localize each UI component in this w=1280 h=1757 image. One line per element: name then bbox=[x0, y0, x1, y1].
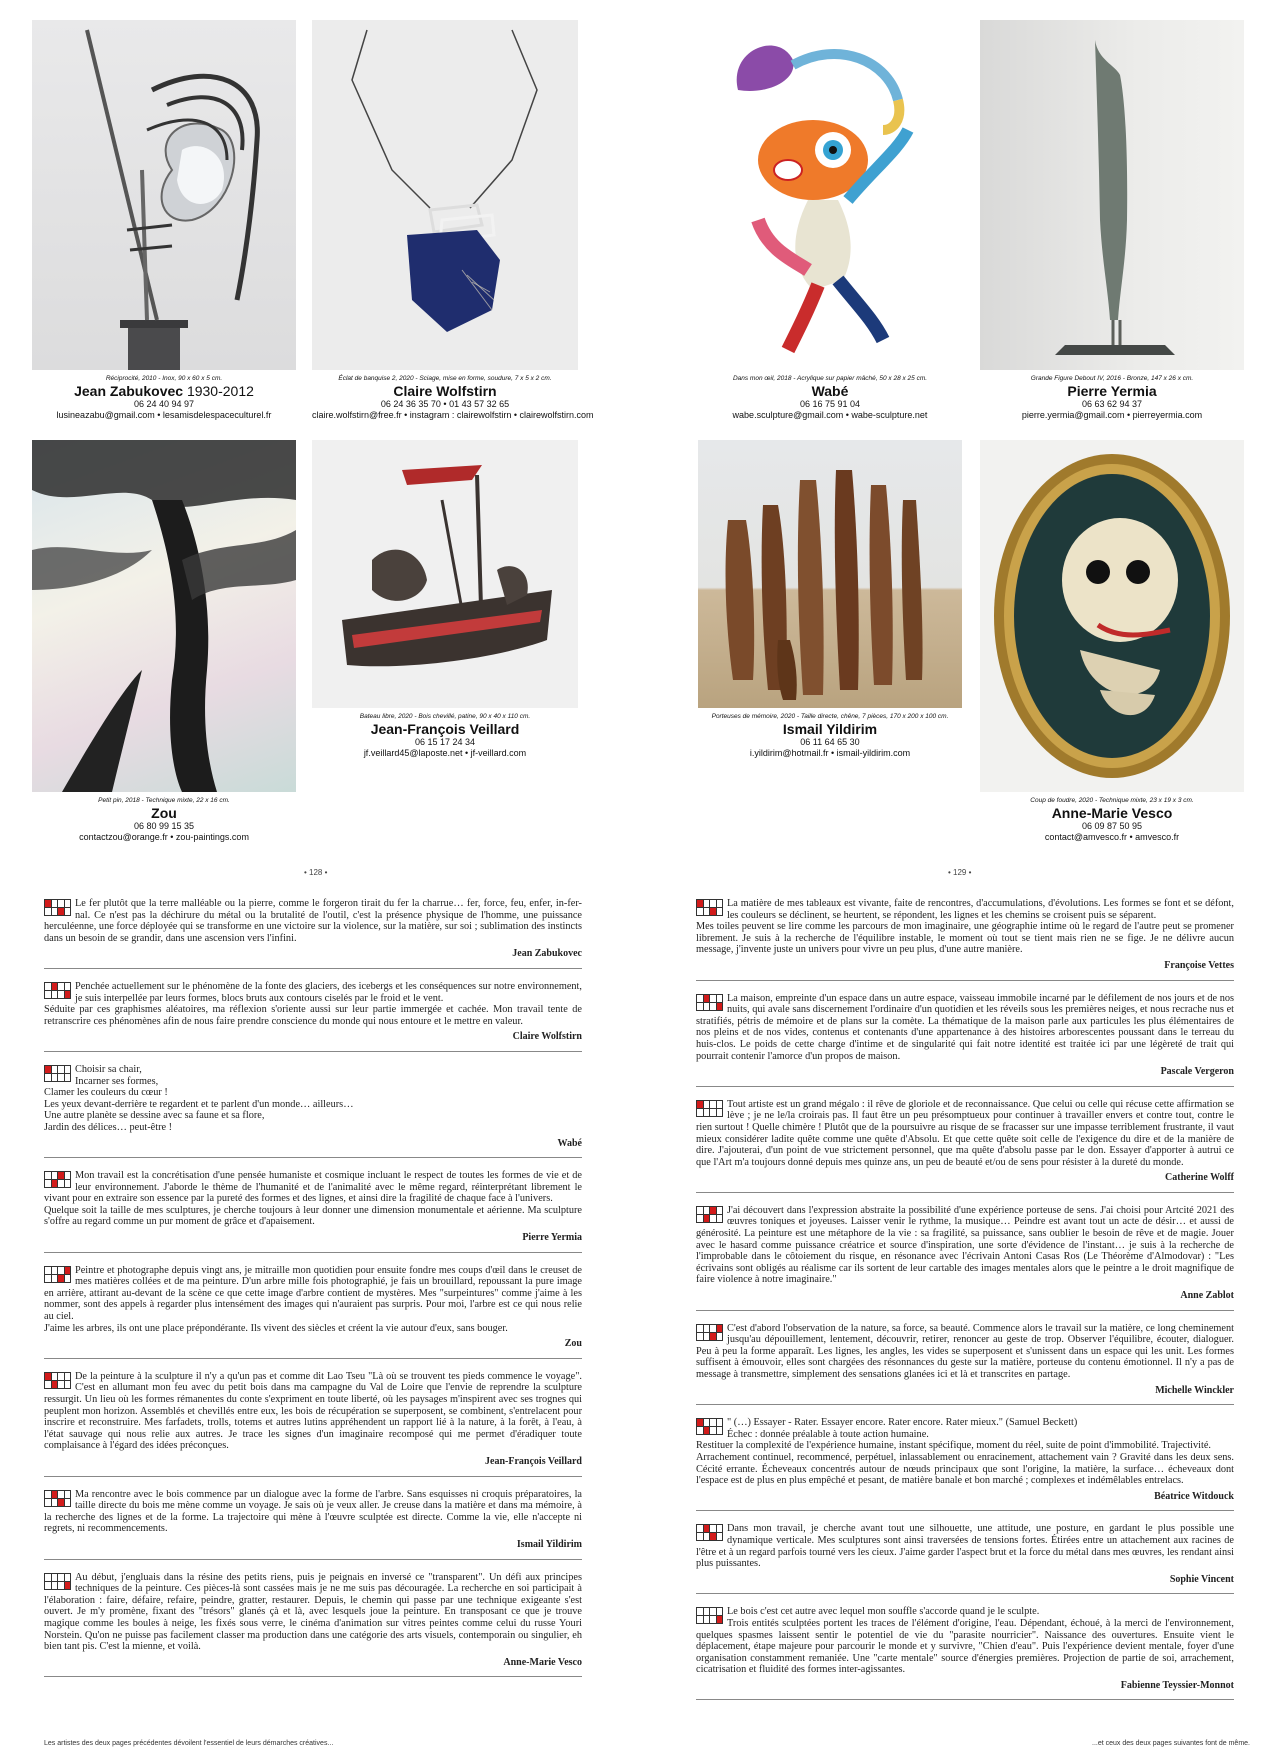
artist-phone: 06 09 87 50 95 bbox=[1081, 821, 1143, 831]
grid-badge-icon bbox=[696, 994, 723, 1011]
artist-name: Jean-François Veillard bbox=[370, 721, 520, 737]
grid-badge-icon bbox=[696, 899, 723, 916]
grid-badge-icon bbox=[696, 1206, 723, 1223]
artist-phone: 06 24 40 94 97 bbox=[133, 399, 195, 409]
grid-badge-icon bbox=[44, 982, 71, 999]
statement-paragraph: Mon travail est la concrétisation d'une pensée humaniste et cosmique incluant le respect de toutes les formes de vie et de leur environnement. J'aborde le thème de l'humanité et de l'animalité avec le même regard, réinterprétant librement le vivant pour en extraire son essence par la pureté des formes et des lignes, et ainsi dire la fragilité de chaque face à l'univers. bbox=[44, 1170, 582, 1205]
statement-paragraph: Mes toiles peuvent se lire comme les parcours de mon imaginaire, une géographie intime où le regard de l'autre peut se promener librement. Je suis à la recherche de l'équilibre instable, le moment où tout se tient mais rien ne se fige. Je ne délivre aucun message, j'invente juste un univers pour vivre un peu plus, d'une autre manière. bbox=[696, 921, 1234, 956]
artist-statement bbox=[696, 1523, 1234, 1594]
statement-paragraph: Les yeux devant-derrière te regardent et te parlent d'un monde… ailleurs… bbox=[44, 1098, 354, 1110]
footer-right: ...et ceux des deux pages suivantes font de même. bbox=[1092, 1740, 1250, 1747]
statement-paragraph: Incarner ses formes, bbox=[75, 1075, 159, 1087]
statement-paragraph: J'ai découvert dans l'expression abstraite la possibilité d'une expérience porteuse de sens. J'ai choisi pour Artcité 2021 des œuvres toniques et joyeuses. Laisser venir le rythme, la musique… Peindre est avant tout un acte de désir… et aussi de générosité. La peinture est une métaphore de la vie : sa fragilité, sa puissance, sans oublier le besoin de rêve et de magie. Jouer avec le hasard comme puissance créatrice et source d'inspiration, une sorte d'évidence de l'instant… je suis à la recherche de l'improbable dans le côtoiement du risque, en résonance avec l'écrivain Antoni Casas Ros (Le Théorème d'Almodovar) : "Les écrivains sont obligés au réalisme car ils sortent de leur cartable des images mentales alors que le peintre a le droit magnifique de faire violence à notre imaginaire." bbox=[696, 1204, 1234, 1286]
statement-paragraph: Choisir sa chair, bbox=[75, 1063, 142, 1075]
artwork-title: Coup de foudre, 2020 - Technique mixte, 23 x 19 x 3 cm. bbox=[1030, 797, 1194, 804]
artist-phone: 06 11 64 65 30 bbox=[800, 737, 860, 747]
artist-statement bbox=[696, 1323, 1234, 1406]
skull-painting-illustration bbox=[980, 440, 1244, 792]
artwork-title: Porteuses de mémoire, 2020 - Taille directe, chêne, 7 pièces, 170 x 200 x 100 cm. bbox=[711, 713, 949, 720]
artwork-title: Petit pin, 2018 - Technique mixte, 22 x 16 cm. bbox=[98, 797, 230, 804]
statement-paragraph: De la peinture à la sculpture il n'y a qu'un pas et comme dit Lao Tseu "Là où se trouvent tes pieds commence le voyage". C'est en allumant mon feu avec du petit bois dans ma campagne du Val de Loire que l'envie de reprendre la sculpture ressurgit. Un lieu où les formes rémanentes du conte s'expriment en toute liberté, où les paysages m'inspirent avec ses trognes qui peuplent mon horizon. Assemblés et chevillés entre eux, les bois de récupération se superposent, se combinent, s'entrelacent pour inscrire et reconstruire. Mes farfadets, trolls, totems et autres lutins appréhendent un rapport lié à la nature, à la forêt, à l'eau, à l'état sauvage qui nous relie aux autres. Je trace les signes d'un imaginaire recomposé qui me permet d'éradiquer toute complaisance à l'égard des idées préconçues. bbox=[44, 1370, 582, 1452]
artist-statement bbox=[44, 1489, 582, 1560]
artist-contact: jf.veillard45@laposte.net • jf-veillard.com bbox=[363, 748, 527, 758]
statement-paragraph: C'est d'abord l'observation de la nature, sa force, sa beauté. Commence alors le travail sur la matière, ce long cheminement jusqu'au dépouillement, lentement, découvrir, retirer, renoncer au geste de trop. Observer l'équilibre, écouter, dialoguer. Peu à peu la forme apparaît. Les lignes, les angles, les vides se superposent et s'unissent dans un espace qui les unit. Les formes suffisent à émouvoir, elles sont chargées des résonnances du geste sur la matière, porteuse du contenu émotionnel. Il n'y a pas de message à transmettre, simplement des sensations glanées ici et là et transcrites en partage. bbox=[696, 1322, 1234, 1380]
statement-paragraph: J'aime les arbres, ils ont une place prépondérante. Ils vivent des siècles et créent la vie autour d'eux, sans bouger. bbox=[44, 1322, 508, 1334]
artist-statement bbox=[696, 1099, 1234, 1193]
artist-statement bbox=[696, 898, 1234, 981]
artist-phone: 06 80 99 15 35 bbox=[133, 821, 195, 831]
artist-statement bbox=[44, 898, 582, 969]
photo-wabe bbox=[698, 20, 962, 370]
grid-badge-icon bbox=[696, 1418, 723, 1435]
statement-signature: Michelle Winckler bbox=[696, 1385, 1234, 1406]
artist-statement bbox=[44, 981, 582, 1052]
statement-paragraph: Clamer les couleurs du cœur ! bbox=[44, 1087, 168, 1099]
artist-statement bbox=[696, 1606, 1234, 1700]
photo-zabukovec bbox=[32, 20, 296, 370]
figure-illustration bbox=[698, 20, 962, 370]
artwork-title: Bateau libre, 2020 - Bois chevillé, patine, 90 x 40 x 110 cm. bbox=[359, 713, 531, 720]
grid-badge-icon bbox=[44, 1266, 71, 1283]
statement-paragraph: Séduite par ces graphismes aléatoires, ma réflexion s'oriente aussi sur leur partie immergée et cachée. Mon travail tente de retranscrire ces phénomènes afin de nous faire prendre conscience du monde qui nous entoure et le mettre en valeur. bbox=[44, 1004, 582, 1027]
artist-statement bbox=[44, 1265, 582, 1359]
grid-badge-icon bbox=[44, 1065, 71, 1082]
grid-badge-icon bbox=[696, 1607, 723, 1624]
artist-years: 1930-2012 bbox=[186, 383, 254, 399]
statement-paragraph: Échec : donnée préalable à toute action humaine. bbox=[727, 1428, 929, 1440]
caption-wolfstirn bbox=[312, 374, 594, 421]
statement-paragraph: Restituer la complexité de l'expérience humaine, instant spécifique, moment du réel, suite de point d'immobilité. Trajectivité. bbox=[696, 1440, 1211, 1452]
statement-signature: Wabé bbox=[44, 1138, 582, 1159]
statement-paragraph: La maison, empreinte d'un espace dans un autre espace, vaisseau immobile incarné par le défilement de nos jours et de nos nuits, qui avale sans discernement l'ordinaire d'un quotidien et les réveils sous les premières neiges, et nous recrache nus et stratifiés, pétris de mémoire et de plans sur la comète. La thématique de la maison parle aux particules les plus élémentaires de nos pleins et de nos vides, contenus et contenants d'une appartenance à des histoires arborescentes poussant dans le terreau du huis-clos. Le poids de cette charge d'intime et de singularité qui fait notre identité est traitée ici par une légèreté de trait qui pourrait contenir l'amorce d'un propos de maison. bbox=[696, 992, 1234, 1062]
photo-yermia bbox=[980, 20, 1244, 370]
sculpture-illustration bbox=[32, 20, 296, 370]
wooden-totems-illustration bbox=[698, 440, 962, 708]
statement-paragraph: Ma rencontre avec le bois commence par un dialogue avec la forme de l'arbre. Sans esquisses ni croquis préparatoires, la taille directe du bois me mène comme un voyage. Je sais où je veux aller. Je creuse dans la matière et dans ma mémoire, à la recherche des lignes et de la forme. La trajectoire qui mène à l'œuvre sculptée est directe. Comme la vie, elle n'accepte ni regrets, ni recommencements. bbox=[44, 1488, 582, 1535]
artist-statement bbox=[44, 1064, 582, 1158]
artist-name: Wabé bbox=[811, 383, 849, 399]
artist-statement bbox=[696, 1205, 1234, 1311]
grid-badge-icon bbox=[696, 1100, 723, 1117]
statement-signature: Béatrice Witdouck bbox=[696, 1491, 1234, 1512]
artist-name: Claire Wolfstirn bbox=[393, 383, 497, 399]
statement-signature: Pascale Vergeron bbox=[696, 1066, 1234, 1087]
statement-signature: Zou bbox=[44, 1338, 582, 1359]
statement-paragraph: Le bois c'est cet autre avec lequel mon souffle s'accorde quand je le sculpte. bbox=[727, 1606, 1040, 1618]
statement-signature: Catherine Wolff bbox=[696, 1172, 1234, 1193]
photo-wolfstirn bbox=[312, 20, 578, 370]
artist-contact: i.yildirim@hotmail.fr • ismail-yildirim.com bbox=[749, 748, 911, 758]
statement-signature: Françoise Vettes bbox=[696, 960, 1234, 981]
left-text-column bbox=[44, 898, 582, 1689]
photo-vesco bbox=[980, 440, 1244, 792]
grid-badge-icon bbox=[696, 1524, 723, 1541]
statement-signature: Anne Zablot bbox=[696, 1290, 1234, 1311]
artwork-title: Dans mon œil, 2018 - Acrylique sur papier mâché, 50 x 28 x 25 cm. bbox=[732, 375, 928, 382]
artist-statement bbox=[696, 1417, 1234, 1511]
caption-yermia bbox=[980, 374, 1244, 421]
statement-signature: Jean Zabukovec bbox=[44, 948, 582, 969]
caption-vesco bbox=[980, 796, 1244, 843]
grid-badge-icon bbox=[696, 1324, 723, 1341]
page-number-left: • 128 • bbox=[304, 868, 328, 877]
artist-name: Zou bbox=[151, 805, 177, 821]
statement-signature: Sophie Vincent bbox=[696, 1574, 1234, 1595]
statement-paragraph: Tout artiste est un grand mégalo : il rêve de gloriole et de reconnaissance. Que celui ou celle qui récuse cette affirmation se lève ; je ne le/la croirais pas. Il faut être un peu présomptueux pour continuer à travailler envers et contre tout, contre le rien surtout ! Quelle chimère ! Plutôt que de la poursuivre au risque de se fracasser sur une impasse terriblement frustrante, il vaut mieux considérer ladite quête comme une quête d'Absolu. Et que cette quête soit celle de l'exigence du dire et de la manière de dire. J'ajouterai, d'un point de vue strictement personnel, que ma quête d'absolu passe par le don. Essayer d'apporter à autrui ce que l'Art m'a toujours donné depuis mes quinze ans, un peu de beauté et/ou de sens pour résister à la dureté du monde. bbox=[696, 1098, 1234, 1168]
grid-badge-icon bbox=[44, 1573, 71, 1590]
caption-zou bbox=[32, 796, 296, 843]
artwork-title: Réciprocité, 2010 - Inox, 90 x 60 x 5 cm. bbox=[105, 375, 223, 382]
caption-veillard bbox=[312, 712, 578, 759]
artist-phone: 06 63 62 94 37 bbox=[1081, 399, 1143, 409]
statement-signature: Claire Wolfstirn bbox=[44, 1031, 582, 1052]
statement-paragraph: Jardin des délices… peut-être ! bbox=[44, 1121, 173, 1133]
artwork-title: Grande Figure Debout IV, 2016 - Bronze, 147 x 26 x cm. bbox=[1030, 375, 1194, 382]
statement-paragraph: Au début, j'engluais dans la résine des petits riens, puis je peignais en inversé ce "transparent". Un défi aux principes techniques de la peinture. Ces pièces-là sont cassées mais je ne me suis pas découragée. La recherche en soi participait à l'élaboration : faire, défaire, refaire, peindre, gratter, restaurer. Depuis, le chemin qui passe par une technique exigeante s'est ouvert. Je m'y promène, fixant des "trésors" glanés çà et là, avec lesquels joue la peinture. En transposant ce que je trouve magique comme les boules à neige, les fixés sous verre, le cinéma d'animation sur vitres peintes comme celui du russe Youri Norstein. Qu'on ne puisse pas facilement classer ma production dans une catégorie des arts visuels, contemporain ou singulier, eh bien tant pis. C'est la mienne, et voilà. bbox=[44, 1571, 582, 1653]
artist-contact: contact@amvesco.fr • amvesco.fr bbox=[1044, 832, 1180, 842]
artist-name: Ismail Yildirim bbox=[782, 721, 878, 737]
statement-paragraph: " (…) Essayer - Rater. Essayer encore. Rater encore. Rater mieux." (Samuel Beckett) bbox=[727, 1417, 1078, 1429]
statement-paragraph: Arrachement continuel, recommencé, perpétuel, inlassablement ou enracinement, attachement vain ? Gravité dans les deux sens. Cécité errante. Écheveaux concentrés autour de nœuds principaux que sont l'origine, la matière, la surface… écheveaux dont l'espace est de plus en plus empêché et pesant, de matière banale et bon marché ; complexes et indémêlables entrelacs. bbox=[696, 1451, 1234, 1487]
statement-paragraph: Quelque soit la taille de mes sculptures, je cherche toujours à leur donner une dimension monumentale et aérienne. Ma sculpture s'offre au regard comme un pur moment de grâce et d'apaisement. bbox=[44, 1204, 582, 1228]
artist-contact: wabe.sculpture@gmail.com • wabe-sculpture.net bbox=[732, 410, 928, 420]
statement-paragraph: Une autre planète se dessine avec sa faune et sa flore, bbox=[44, 1110, 265, 1122]
artist-statement bbox=[696, 993, 1234, 1087]
grid-badge-icon bbox=[44, 1171, 71, 1188]
artist-statement bbox=[44, 1170, 582, 1253]
statement-signature: Ismail Yildirim bbox=[44, 1539, 582, 1560]
caption-wabe bbox=[698, 374, 962, 421]
artwork-title: Éclat de banquise 2, 2020 - Sciage, mise en forme, soudure, 7 x 5 x 2 cm. bbox=[338, 375, 552, 382]
artist-contact: lusineazabu@gmail.com • lesamisdelespaceculturel.fr bbox=[56, 410, 272, 420]
statement-paragraph: Penchée actuellement sur le phénomène de la fonte des glaciers, des icebergs et les conséquences sur notre environnement, je suis interpellée par leurs formes, blocs bruts aux contours ciselés par le froid et le vent. bbox=[75, 980, 582, 1004]
statement-paragraph: Trois entités sculptées portent les traces de l'élément d'origine, l'eau. Dépendant, échoué, à la merci de l'environnement, quelques spasmes laissent sentir le potentiel de vie du "parasite nourricier". Naissance des ouvertures. Ensuite vient le déplacement, étape majeure pour parcourir le monde et y survivre, "Chien d'eau". Puis l'expérience devient mentale, foyer d'une organisation constamment remaniée. Une "carte mentale" source d'énergies premières. Projection de partie de soi, arrachement, cicatrisation et fluidité des formes inter-agissantes. bbox=[696, 1617, 1234, 1676]
photo-zou bbox=[32, 440, 296, 792]
caption-yildirim bbox=[698, 712, 962, 759]
footer-left: Les artistes des deux pages précédentes dévoilent l'essentiel de leurs démarches créatives... bbox=[44, 1740, 334, 1747]
grid-badge-icon bbox=[44, 1490, 71, 1507]
artist-name: Pierre Yermia bbox=[1067, 383, 1157, 399]
artist-statement bbox=[44, 1572, 582, 1678]
artist-statement bbox=[44, 1371, 582, 1477]
artist-name: Jean Zabukovec 1930-2012 bbox=[74, 383, 254, 399]
tree-painting-illustration bbox=[32, 440, 296, 792]
statement-signature: Fabienne Teyssier-Monnot bbox=[696, 1680, 1234, 1701]
artist-phone: 06 24 36 35 70 • 01 43 57 32 65 bbox=[380, 399, 510, 409]
statement-paragraph: Peintre et photographe depuis vingt ans, je mitraille mon quotidien pour ensuite fondre mes coups d'œil dans le creuset de mes matières collées et de ma peinture. D'un arbre mille fois photographié, je fais un brouillard, repoussant la pure image en arrière, attirant au-devant de la scène ce que cette image d'arbre contient de mystères. Mes "surpeintures" comme j'aime à les nommer, sont des appels à regarder plus intensément des images qui n'auraient pas surpris. Pour moi, l'arbre est ce qui nous relie au ciel. bbox=[44, 1264, 582, 1323]
statement-paragraph: Le fer plutôt que la terre malléable ou la pierre, comme le forgeron tirait du fer la charrue… fer, force, feu, enfer, in-fer-nal. Ce n'est pas la déchirure du métal ou la brutalité de l'outil, c'est la présence physique de l'homme, une puissance herculéenne, une force déployée qui se transforme en une victoire sur la violence, sur la matière, sur soi ; sublimation des instincts dans un besoin de se grandir, dans une ascension vers l'infini. bbox=[44, 898, 582, 944]
photo-yildirim bbox=[698, 440, 962, 708]
artist-phone: 06 15 17 24 34 bbox=[414, 737, 476, 747]
caption-zabukovec bbox=[32, 374, 296, 421]
right-text-column bbox=[696, 898, 1234, 1712]
artist-contact: pierre.yermia@gmail.com • pierreyermia.com bbox=[1021, 410, 1203, 420]
necklace-illustration bbox=[312, 20, 578, 370]
statement-signature: Jean-François Veillard bbox=[44, 1456, 582, 1477]
artist-contact: claire.wolfstirn@free.fr • instagram : clairewolfstirn • clairewolfstirn.com bbox=[312, 410, 594, 420]
bronze-figure-illustration bbox=[980, 20, 1244, 370]
statement-signature: Pierre Yermia bbox=[44, 1232, 582, 1253]
artist-contact: contactzou@orange.fr • zou-paintings.com bbox=[79, 832, 249, 842]
artist-name: Anne-Marie Vesco bbox=[1051, 805, 1173, 821]
artist-phone: 06 16 75 91 04 bbox=[799, 399, 861, 409]
grid-badge-icon bbox=[44, 1372, 71, 1389]
boat-sculpture-illustration bbox=[312, 440, 578, 708]
grid-badge-icon bbox=[44, 899, 71, 916]
statement-paragraph: La matière de mes tableaux est vivante, faite de rencontres, d'accumulations, d'évolutions. Les formes se font et se défont, les couleurs se déclinent, se heurtent, se répondent, les lignes et les chemins se croisent puis se séparent. bbox=[727, 898, 1234, 921]
statement-signature: Anne-Marie Vesco bbox=[44, 1657, 582, 1678]
photo-veillard bbox=[312, 440, 578, 708]
statement-paragraph: Dans mon travail, je cherche avant tout une silhouette, une attitude, une posture, en gardant le plus possible une dynamique verticale. Mes sculptures sont ainsi traversées de tensions fortes. Étirées entre un attachement aux racines de l'être et à un regard parfois tourné vers les cieux. J'aime garder l'aspect brut et la force du métal dans mes œuvres, les rendant ainsi plus puissantes. bbox=[696, 1523, 1234, 1570]
page-number-right: • 129 • bbox=[948, 868, 972, 877]
